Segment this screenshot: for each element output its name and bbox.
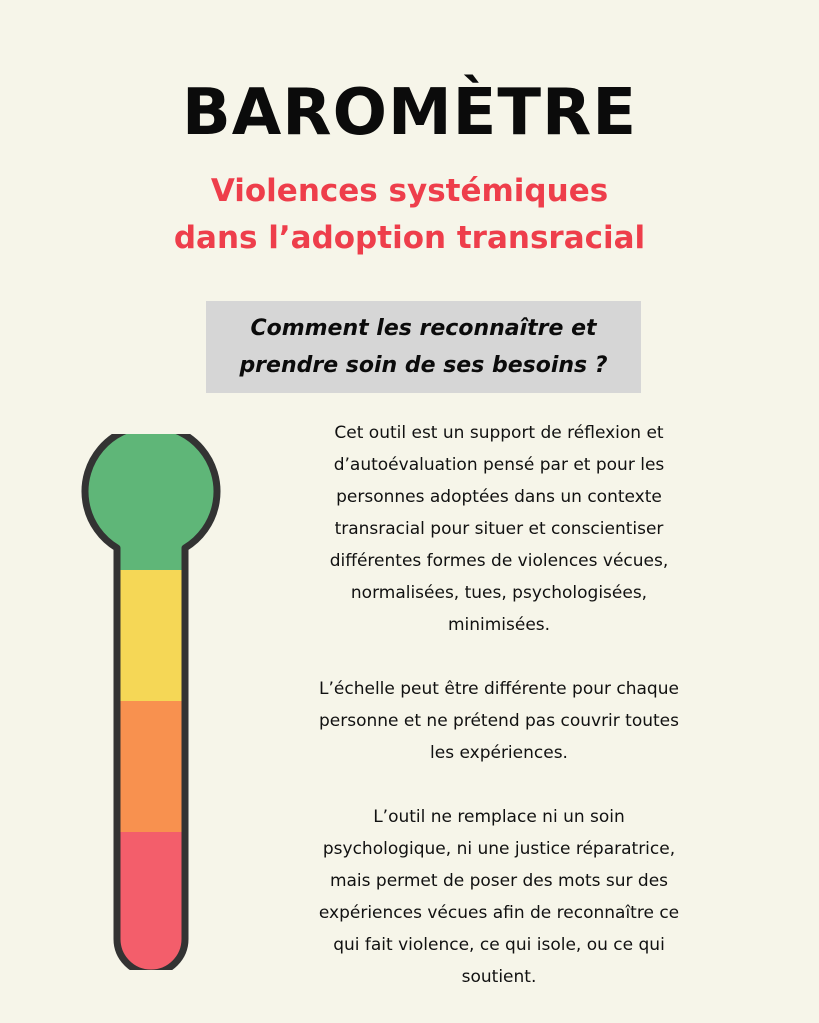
thermometer	[80, 434, 222, 970]
question-line-2: prendre soin de ses besoins ?	[239, 353, 608, 378]
text-line: psychologique, ni une justice réparatrice,	[322, 839, 676, 859]
thermometer-segment-red	[80, 832, 222, 970]
thermometer-segment-orange	[80, 701, 222, 832]
text-line: personnes adoptées dans un contexte	[336, 487, 662, 507]
page-title: BAROMÈTRE	[181, 76, 638, 150]
text-line: normalisées, tues, psychologisées,	[350, 583, 648, 603]
description-paragraph-1	[268, 417, 730, 641]
text-line: personne et ne prétend pas couvrir toutes	[318, 711, 679, 731]
text-line: mais permet de poser des mots sur des	[329, 871, 669, 891]
page-subtitle	[0, 168, 819, 262]
text-line: les expériences.	[430, 743, 568, 763]
text-line: qui fait violence, ce qui isole, ou ce qui	[333, 935, 665, 955]
text-line: expériences vécues afin de reconnaître ce	[318, 903, 680, 923]
text-line: Cet outil est un support de réflexion et	[334, 423, 664, 443]
question-line-1: Comment les reconnaître et	[250, 316, 597, 341]
text-line: L’outil ne remplace ni un soin	[373, 807, 625, 827]
question-box	[206, 301, 641, 393]
description-paragraph-3	[268, 801, 730, 993]
description-paragraph-2	[268, 673, 730, 769]
subtitle-line-2: dans l’adoption transracial	[173, 220, 646, 256]
text-line: transracial pour situer et conscientiser	[334, 519, 664, 539]
thermometer-bulb-fill	[80, 434, 222, 570]
subtitle-line-1: Violences systémiques	[210, 173, 609, 209]
text-line: différentes formes de violences vécues,	[329, 551, 669, 571]
text-line: L’échelle peut être différente pour chaque	[319, 679, 679, 699]
thermometer-segment-yellow	[80, 570, 222, 701]
text-line: soutient.	[461, 967, 537, 987]
text-line: d’autoévaluation pensé par et pour les	[333, 455, 665, 475]
text-line: minimisées.	[447, 615, 551, 635]
